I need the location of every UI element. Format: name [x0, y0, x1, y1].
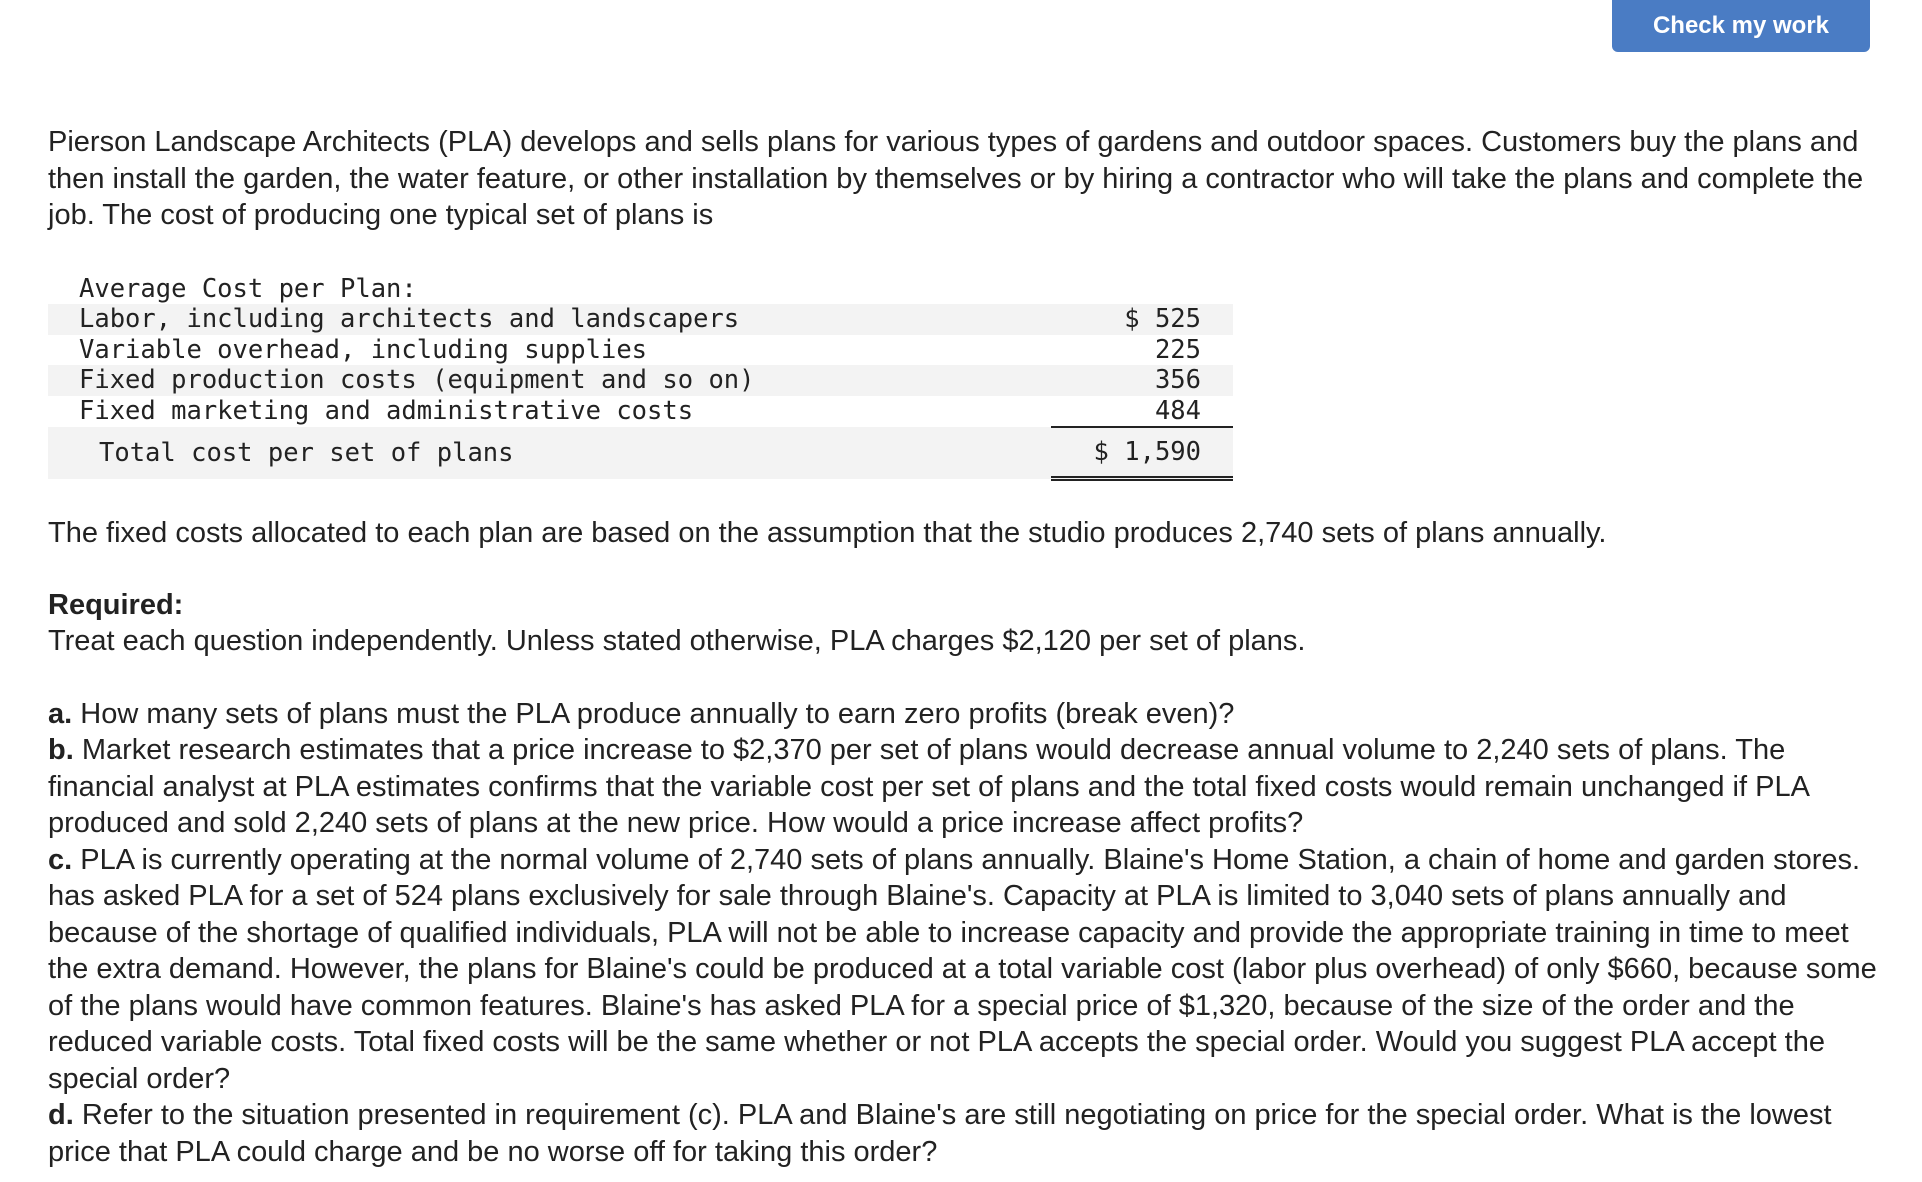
- question-text: Market research estimates that a price increase to $2,370 per set of plans would decrease annual volume to 2,240 sets of plans. The financial analyst at PLA estimates confirms that the variable cost per set of plans and the total fixed costs would remain unchanged if PLA produced and sold 2,240 sets of plans at the new price. How would a price increase affect profits?: [48, 734, 1809, 839]
- question-c: [48, 842, 1878, 1098]
- table-row: [48, 365, 1233, 396]
- fixed-cost-note: The fixed costs allocated to each plan are based on the assumption that the studio produces 2,740 sets of plans annually.: [48, 517, 1607, 549]
- cost-row-label: Fixed marketing and administrative costs: [79, 396, 694, 427]
- question-letter: a.: [48, 697, 73, 730]
- problem-content: [48, 124, 1878, 1170]
- table-row: [48, 335, 1233, 366]
- cost-row-amount: 356: [1051, 365, 1233, 396]
- cost-row-amount: $ 525: [1051, 304, 1233, 335]
- total-row: [48, 427, 1233, 479]
- table-row: [48, 396, 1233, 428]
- question-list: [48, 696, 1878, 1171]
- cost-row-amount: 484: [1051, 396, 1233, 428]
- cost-row-label: Fixed production costs (equipment and so on): [48, 365, 1051, 396]
- total-amount: $ 1,590: [1051, 427, 1233, 479]
- question-text: Refer to the situation presented in requirement (c). PLA and Blaine's are still negotiating on price for the special order. What is the lowest price that PLA could charge and be no worse off for taking this order?: [48, 1099, 1832, 1168]
- required-instruction: Treat each question independently. Unless stated otherwise, PLA charges $2,120 per set of plans.: [48, 625, 1306, 657]
- cost-table: [48, 274, 1233, 482]
- check-my-work-button[interactable]: Check my work: [1612, 0, 1870, 52]
- required-title: Required:: [48, 588, 184, 621]
- question-text: PLA is currently operating at the normal volume of 2,740 sets of plans annually. Blaine's Home Station, a chain of home and garden stores. has asked PLA for a set of 524 plans exclusively for sale through Blaine's. Capacity at PLA is limited to 3,040 sets of plans annually and because of the shortage of qualified individuals, PLA will not be able to increase capacity and provide the appropriate training in time to meet the extra demand. However, the plans for Blaine's could be produced at a total variable cost (labor plus overhead) of only $660, because some of the plans would have common features. Blaine's has asked PLA for a special price of $1,320, because of the size of the order and the reduced variable costs. Total fixed costs will be the same whether or not PLA accepts the special order. Would you suggest PLA accept the special order?: [48, 843, 1877, 1095]
- question-letter: b.: [48, 734, 74, 766]
- cost-row-label: Variable overhead, including supplies: [79, 334, 648, 365]
- total-label: Total cost per set of plans: [48, 427, 1051, 479]
- cost-row-amount: 225: [1154, 334, 1201, 365]
- table-row: [48, 304, 1233, 335]
- question-letter: c.: [48, 843, 73, 876]
- question-d: [48, 1097, 1878, 1170]
- intro-paragraph: Pierson Landscape Architects (PLA) develops and sells plans for various types of gardens and outdoor spaces. Customers buy the plans and then install the garden, the water feature, or other installation by themselves or by hiring a contractor who will take the plans and complete the job. The cost of producing one typical set of plans is: [48, 126, 1864, 231]
- question-letter: d.: [48, 1099, 74, 1131]
- question-text: How many sets of plans must the PLA produce annually to earn zero profits (break even)?: [80, 697, 1235, 730]
- cost-table-heading-row: [48, 274, 1233, 305]
- cost-table-heading: Average Cost per Plan:: [48, 274, 1051, 305]
- question-a: [48, 696, 1878, 733]
- cost-row-label: Labor, including architects and landscapers: [48, 304, 1051, 335]
- question-b: [48, 732, 1878, 842]
